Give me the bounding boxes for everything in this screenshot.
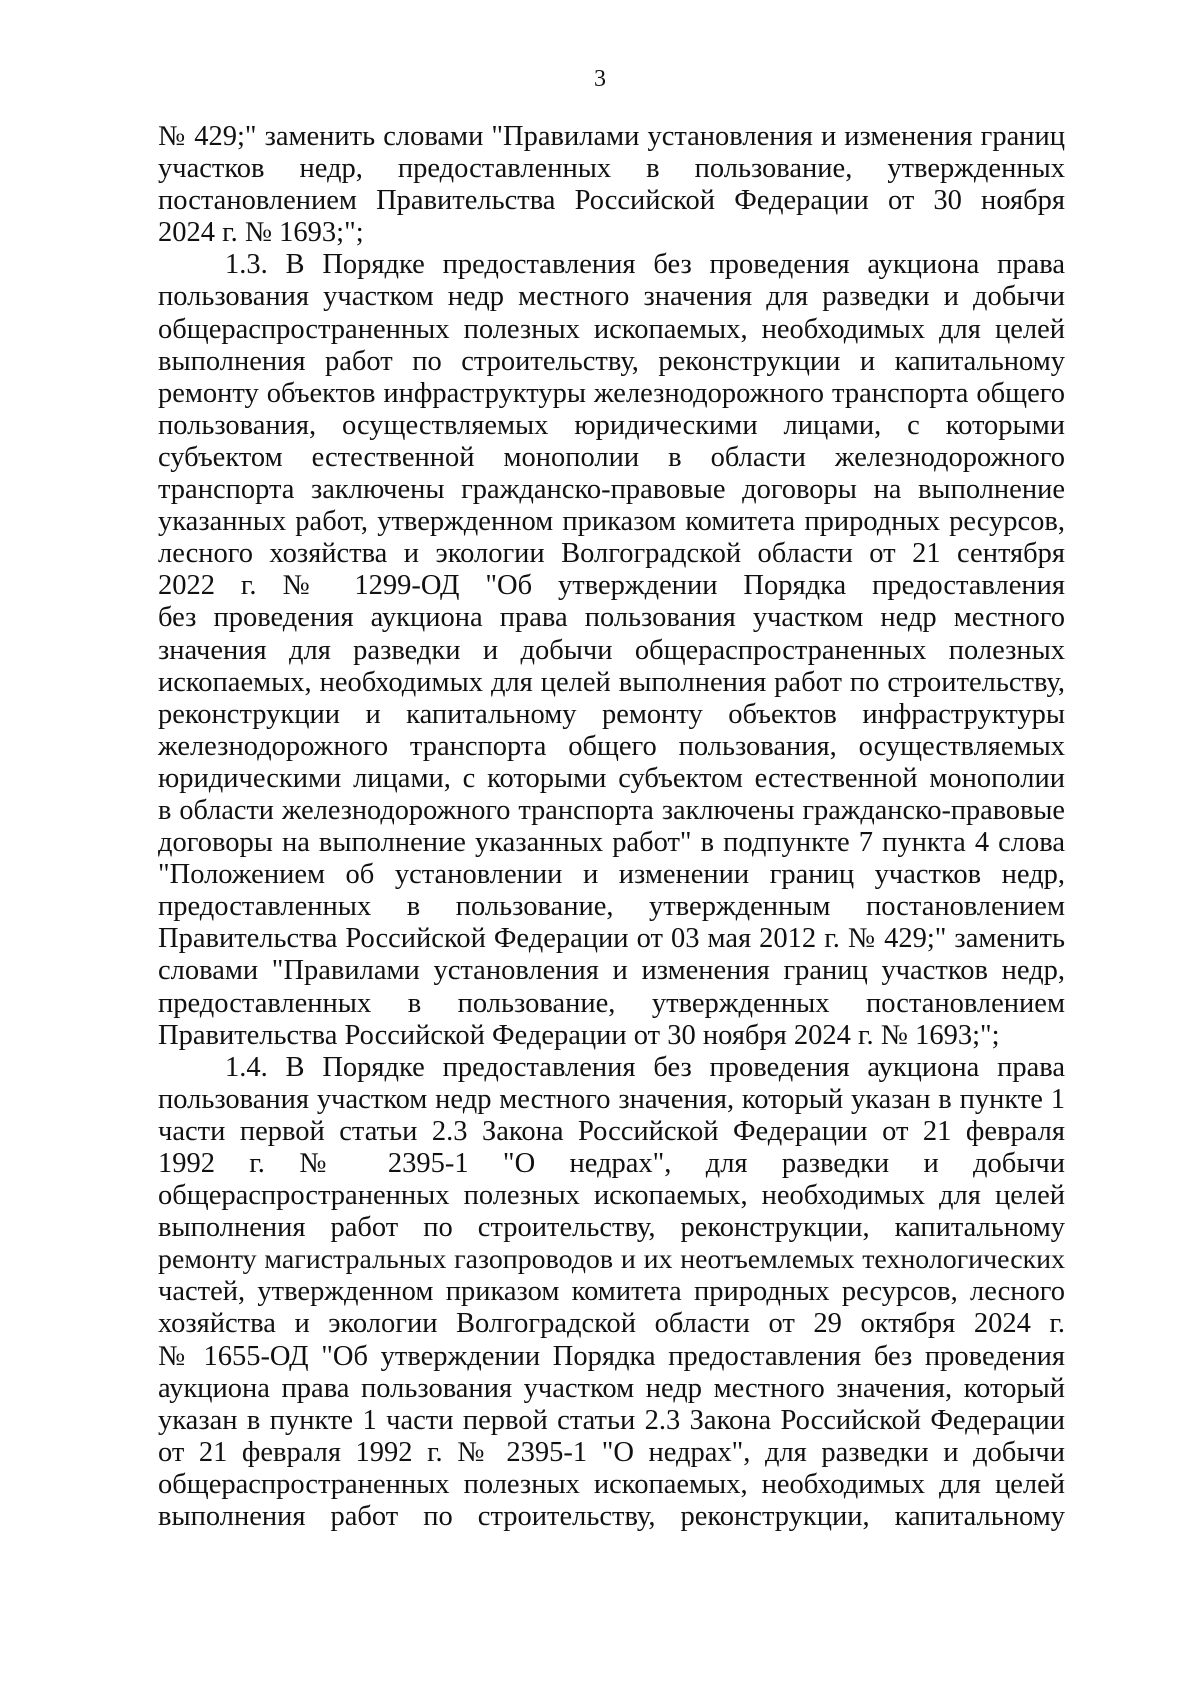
text-line: выполнения работ по строительству, реконструкции, капитальному [158,1501,1065,1533]
text-line: указан в пункте 1 части первой статьи 2.3 Закона Российской Федерации [158,1404,1065,1436]
text-line: № 1655-ОД "Об утверждении Порядка предоставления без проведения [158,1340,1065,1372]
text-line: постановлением Правительства Российской Федерации от 30 ноября [158,185,1065,217]
text-line: 2024 г. № 1693;"; [158,217,364,249]
text-line: юридическими лицами, с которыми субъектом естественной монополии [158,762,1065,794]
text-line: ремонту магистральных газопроводов и их неотъемлемых технологических [158,1244,1065,1276]
text-line: 1.4. В Порядке предоставления без проведения аукциона права [225,1051,1065,1083]
text-line: 1992 г. № 2395-1 "О недрах", для разведки и добычи [158,1148,1065,1179]
text-line: предоставленных в пользование, утвержденных постановлением [158,987,1065,1019]
text-line: в области железнодорожного транспорта заключены гражданско-правовые [158,794,1065,826]
text-line: общераспространенных полезных ископаемых, необходимых для целей [158,313,1065,345]
text-line: 2022 г. № 1299-ОД "Об утверждении Порядка предоставления [158,570,1065,602]
text-line: предоставленных в пользование, утвержденным постановлением [158,891,1065,923]
text-line: Правительства Российской Федерации от 03 мая 2012 г. № 429;" заменить [158,923,1065,955]
text-line: пользования участком недр местного значения, который указан в пункте 1 [158,1083,1065,1115]
text-line: аукциона права пользования участком недр местного значения, который [158,1372,1065,1404]
text-line: частей, утвержденном приказом комитета природных ресурсов, лесного [158,1276,1065,1308]
text-line: части первой статьи 2.3 Закона Российской Федерации от 21 февраля [158,1115,1065,1147]
text-line: субъектом естественной монополии в области железнодорожного [158,441,1065,473]
text-line: ископаемых, необходимых для целей выполнения работ по строительству, [158,666,1065,698]
text-line: 1.3. В Порядке предоставления без проведения аукциона права [225,249,1065,281]
text-line: от 21 февраля 1992 г. № 2395-1 "О недрах", для разведки и добычи [158,1436,1065,1468]
text-line: словами "Правилами установления и изменения границ участков недр, [158,955,1065,987]
text-line: "Положением об установлении и изменении границ участков недр, [158,859,1065,891]
text-line: общераспространенных полезных ископаемых, необходимых для целей [158,1180,1065,1212]
text-line: реконструкции и капитальному ремонту объектов инфраструктуры [158,698,1065,730]
text-line: договоры на выполнение указанных работ" в подпункте 7 пункта 4 слова [158,827,1065,859]
text-line: № 429;" заменить словами "Правилами установления и изменения границ [158,121,1065,152]
text-line: участков недр, предоставленных в пользование, утвержденных [158,153,1065,185]
text-line: значения для разведки и добычи общераспространенных полезных [158,634,1065,666]
text-line: Правительства Российской Федерации от 30 ноября 2024 г. № 1693;"; [158,1019,1000,1051]
text-line: транспорта заключены гражданско-правовые договоры на выполнение [158,474,1065,506]
text-line: хозяйства и экологии Волгоградской области от 29 октября 2024 г. [158,1308,1065,1340]
text-line: железнодорожного транспорта общего пользования, осуществляемых [158,730,1065,762]
document-body [158,121,1065,1533]
text-line: пользования участком недр местного значения для разведки и добычи [158,281,1065,313]
page-number: 3 [594,66,606,92]
text-line: лесного хозяйства и экологии Волгоградской области от 21 сентября [158,538,1065,570]
text-line: указанных работ, утвержденном приказом комитета природных ресурсов, [158,506,1065,538]
text-line: выполнения работ по строительству, реконструкции и капитальному [158,345,1065,377]
text-line: без проведения аукциона права пользования участком недр местного [158,602,1065,634]
text-line: выполнения работ по строительству, реконструкции, капитальному [158,1212,1065,1244]
text-line: ремонту объектов инфраструктуры железнодорожного транспорта общего [158,377,1065,409]
text-line: общераспространенных полезных ископаемых, необходимых для целей [158,1468,1065,1500]
text-line: пользования, осуществляемых юридическими лицами, с которыми [158,409,1065,441]
